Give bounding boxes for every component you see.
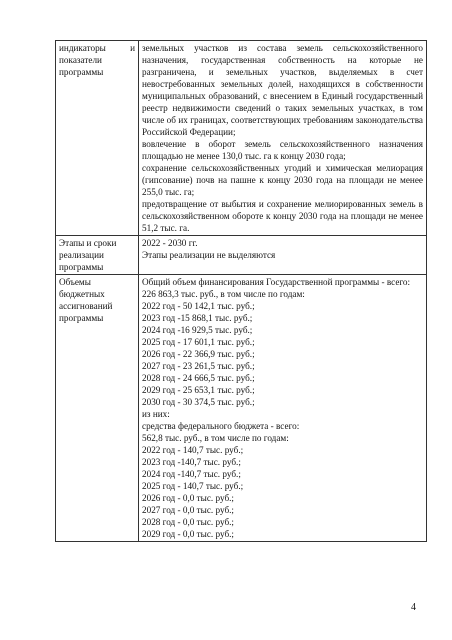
funding-line: 2024 год -16 929,5 тыс. руб.; (142, 325, 253, 335)
table-row-indicators (56, 41, 427, 236)
funding-line: 2028 год - 24 666,5 тыс. руб.; (142, 373, 255, 383)
table-row-funding (56, 275, 427, 542)
funding-line: 2029 год - 0,0 тыс. руб.; (142, 529, 234, 539)
period-text: 2022 - 2030 гг. (142, 238, 198, 248)
funding-line: 2025 год - 140,7 тыс. руб.; (142, 481, 244, 491)
funding-line: 2029 год - 25 653,1 тыс. руб.; (142, 385, 255, 395)
funding-line: 2023 год -15 868,1 тыс. руб.; (142, 313, 253, 323)
row-label: Этапы и сроки реализации программы (56, 236, 139, 275)
funding-line: 562,8 тыс. руб., в том числе по годам: (142, 433, 289, 443)
row-label: Объемы бюджетных ассигнований программы (56, 275, 139, 542)
funding-line: 2023 год -140,7 тыс. руб.; (142, 457, 241, 467)
page-number: 4 (411, 602, 416, 613)
funding-line: 2028 год - 0,0 тыс. руб.; (142, 517, 234, 527)
row-content (139, 41, 427, 236)
row-label: индикаторы и показатели программы (56, 41, 139, 236)
indicator-paragraph: предотвращение от выбытия и сохранение мелиорированных земель в сельскохозяйственном обороте к концу 2030 года на площади не менее 51,2 тыс. га. (142, 199, 423, 233)
funding-line: 2030 год - 30 374,5 тыс. руб.; (142, 397, 255, 407)
program-passport-table (55, 40, 427, 542)
funding-line: 2027 год - 23 261,5 тыс. руб.; (142, 361, 255, 371)
row-content (139, 275, 427, 542)
row-content (139, 236, 427, 275)
funding-line: 2022 год - 50 142,1 тыс. руб.; (142, 301, 255, 311)
stages-text: Этапы реализации не выделяются (142, 250, 276, 260)
funding-line: из них: (142, 409, 170, 419)
funding-line: 2024 год -140,7 тыс. руб.; (142, 469, 241, 479)
funding-line: 2027 год - 0,0 тыс. руб.; (142, 505, 234, 515)
table-row-stages (56, 236, 427, 275)
funding-line: 2025 год - 17 601,1 тыс. руб.; (142, 337, 255, 347)
indicator-paragraph: земельных участков из состава земель сельскохозяйственного назначения, государственная собственность на которые не разграничена, и земельных участков, выделяемых в счет невостребованных земельных долей, находящихся в собственности муниципальных образований, с внесением в Единый государственный реестр недвижимости сведений о таких земельных участках, в том числе об их границах, соответствующих требованиям законодательства Российской Федерации; (142, 43, 423, 137)
funding-intro: Общий объем финансирования Государственной программы - всего: (142, 277, 411, 287)
funding-line: 2026 год - 0,0 тыс. руб.; (142, 493, 234, 503)
funding-line: 2022 год - 140,7 тыс. руб.; (142, 445, 244, 455)
funding-line: 2026 год - 22 366,9 тыс. руб.; (142, 349, 255, 359)
indicator-paragraph: сохранение сельскохозяйственных угодий и химическая мелиорация (гипсование) почв на пашне к концу 2030 года на площади не менее 255,0 тыс. га; (142, 163, 423, 197)
indicator-paragraph: вовлечение в оборот земель сельскохозяйственного назначения площадью не менее 130,0 тыс. га к концу 2030 года; (142, 139, 423, 161)
funding-line: средства федерального бюджета - всего: (142, 421, 300, 431)
funding-line: 226 863,3 тыс. руб., в том числе по годам: (142, 289, 305, 299)
